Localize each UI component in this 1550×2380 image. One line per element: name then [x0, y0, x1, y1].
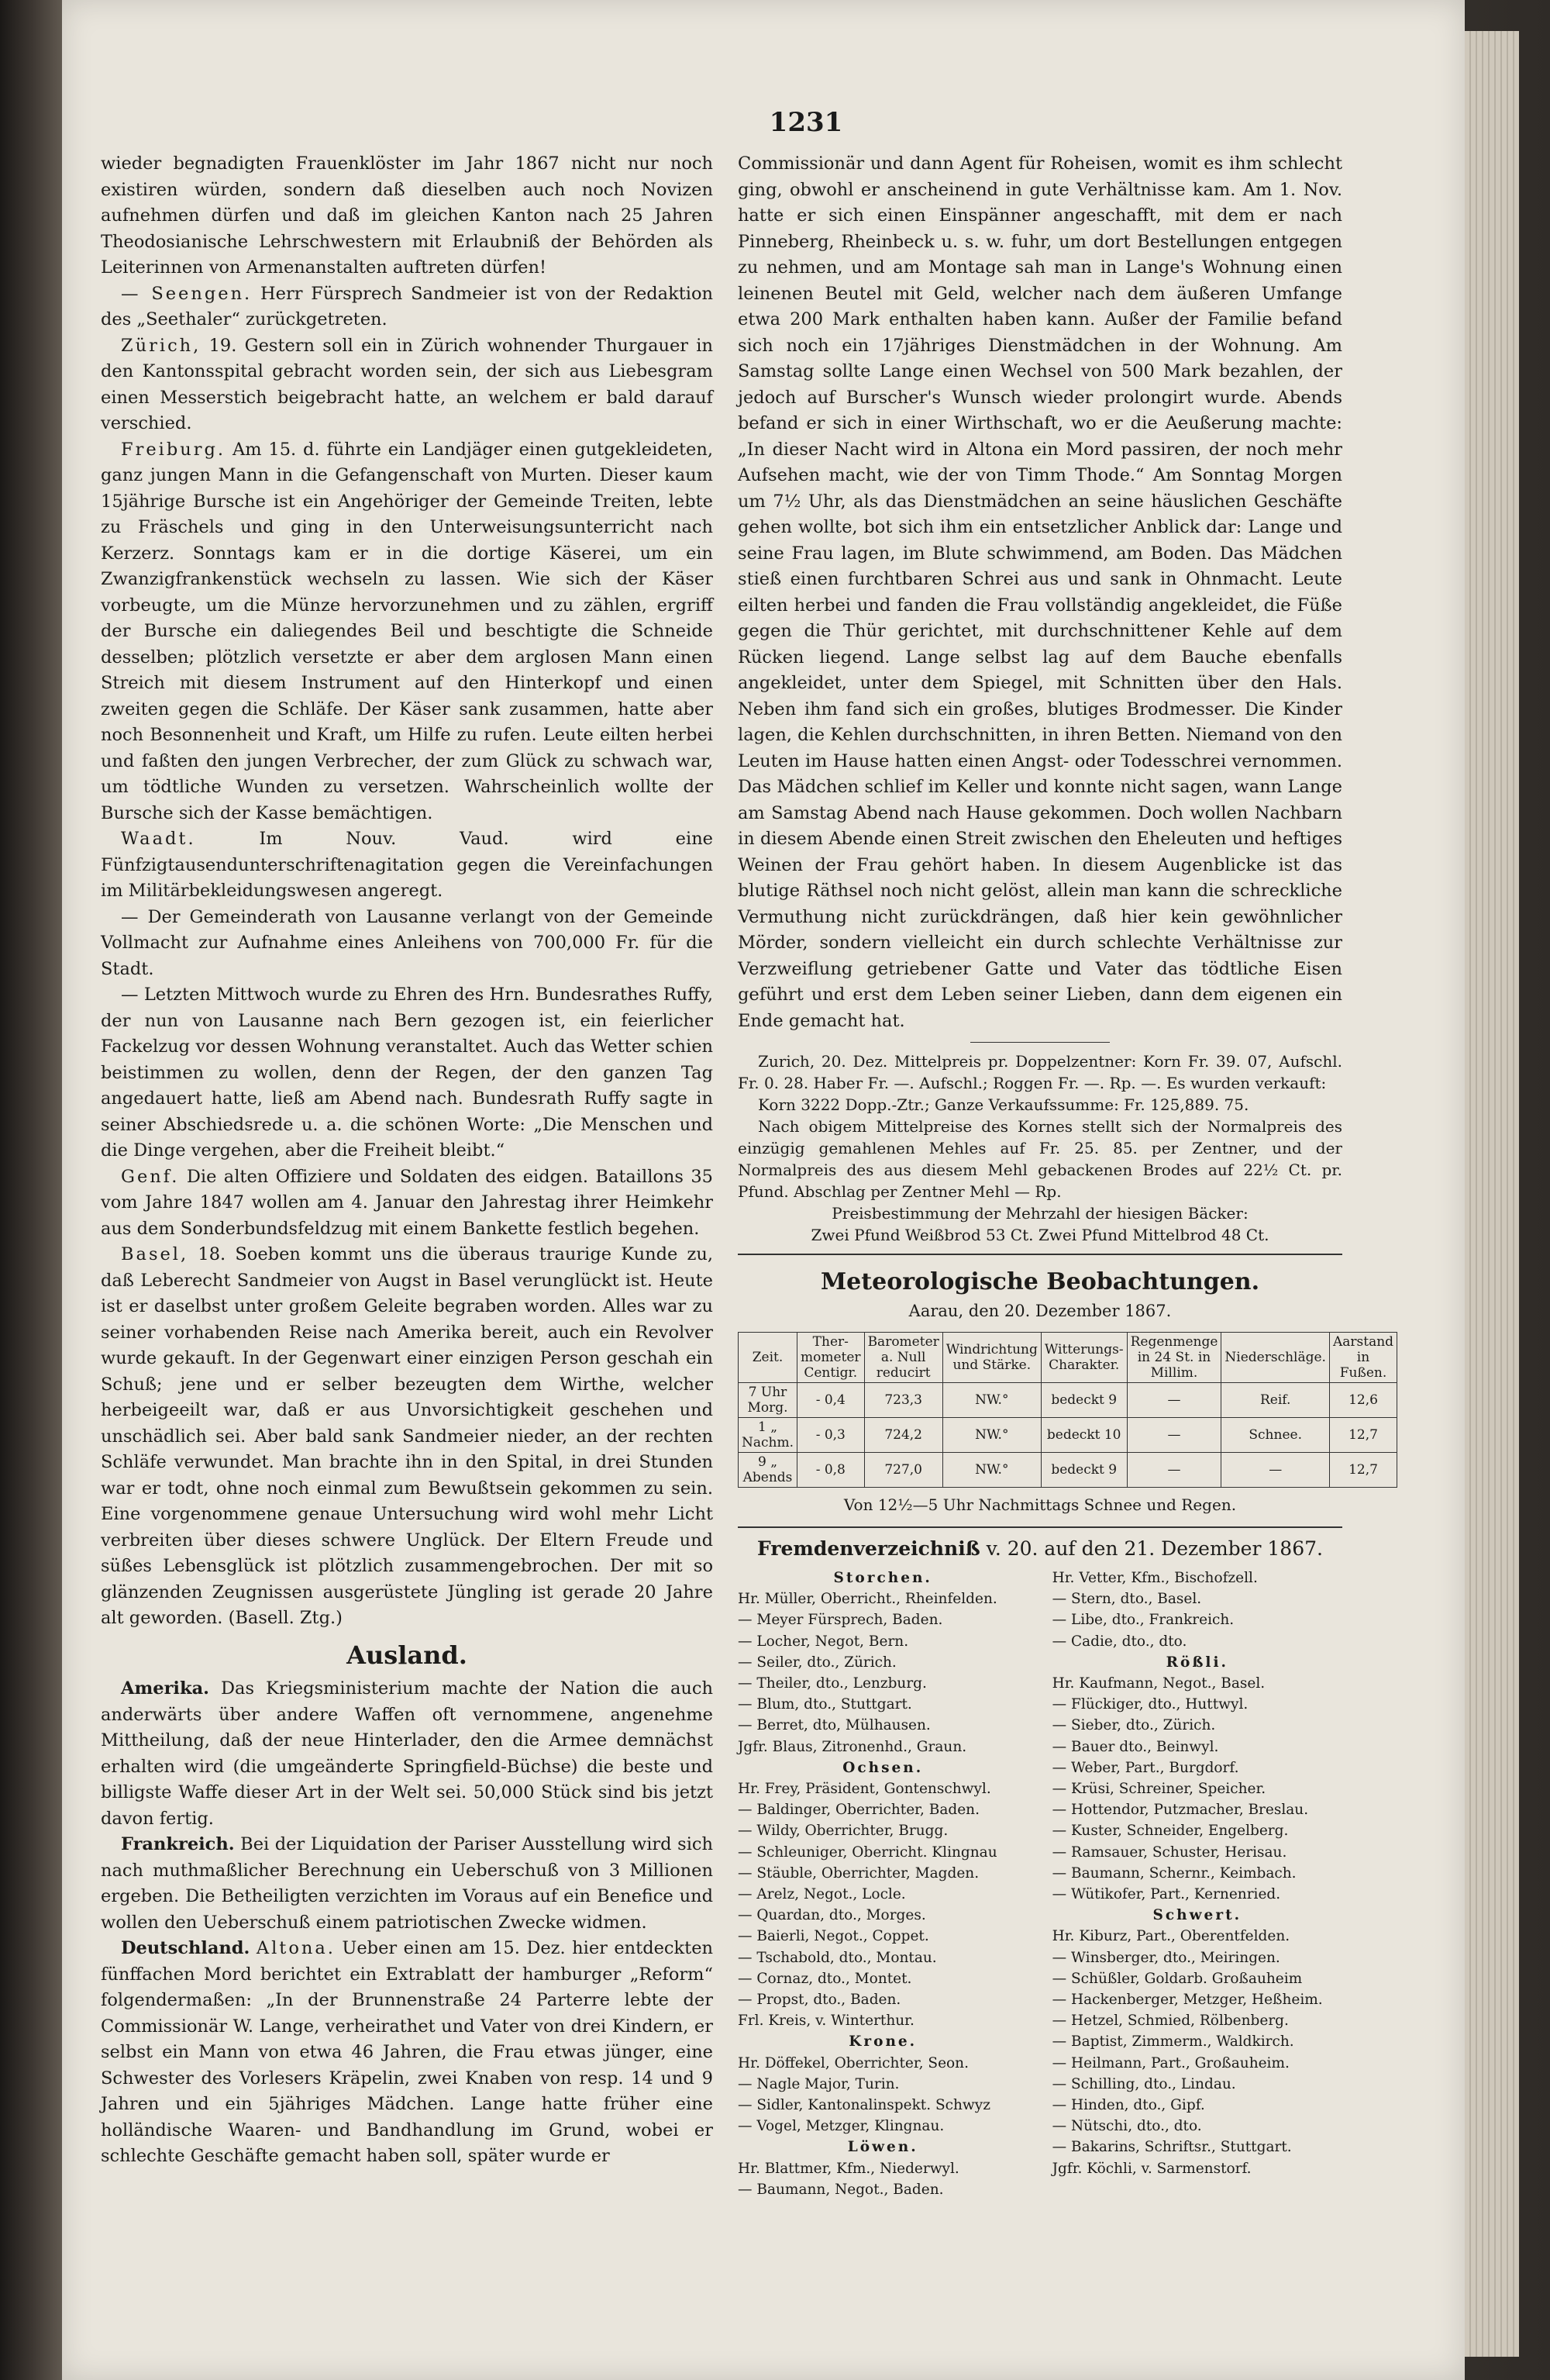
guest-entry: Jgfr. Blaus, Zitronenhd., Graun. [738, 1738, 967, 1755]
hotel-heading: Schwert. [1152, 1907, 1242, 1924]
meteo-header: Witterungs-Charakter. [1041, 1333, 1127, 1383]
guest-entry: — Hottendor, Putzmacher, Breslau. [1052, 1802, 1309, 1819]
guest-entry: — Flückiger, dto., Huttwyl. [1052, 1696, 1249, 1713]
guest-entry: — Libe, dto., Frankreich. [1052, 1612, 1235, 1629]
divider [738, 1254, 1342, 1255]
article-text: Am 15. d. führte ein Landjäger einen gutgekleideten, ganz jungen Mann in die Gefangenschaft von Murten. Dieser kaum 15jährige Bursche ist ein Angehöriger der Gemeinde Treiten, lebte zu Fräschels und ging in den Unterweisungsunterricht nach Kerzerz. Sonntags kam er in die dortige Käserei, um ein Zwanzigfrankenstück wechseln zu lassen. Wie sich der Käser vorbeugte, um die Münze hervorzunehmen und zu zählen, ergriff der Bursche ein daliegendes Beil und beschtigte die Schneide desselben; plötzlich versetzte er aber dem arglosen Mann einen Streich mit diesem Instrument auf den Hinterkopf und einen zweiten gegen die Schläfe. Der Käser sank zusammen, hatte aber noch Besonnenheit und Kraft, um Hilfe zu rufen. Leute eilten herbei und faßten den jungen Verbrecher, der zum Glück zu schwach war, um tödtliche Wunden zu versetzen. Wahrscheinlich wollte der Bursche sich der Kasse bemächtigen. [101, 439, 713, 823]
hotel-heading: Rößli. [1166, 1654, 1228, 1671]
market-report [738, 1050, 1342, 1246]
guest-entry: Hr. Vetter, Kfm., Bischofzell. [1052, 1570, 1258, 1586]
article-paragraph [101, 1832, 713, 1936]
meteo-cell: NW.° [942, 1383, 1041, 1418]
guest-entry: — Schleuniger, Oberricht. Klingnau [738, 1844, 997, 1861]
guest-list-title-rest: v. 20. auf den 21. Dezember 1867. [986, 1537, 1323, 1560]
guest-list-left [738, 1568, 1028, 2200]
divider [738, 1526, 1342, 1528]
article-paragraph [101, 826, 713, 905]
guest-list-right [1052, 1568, 1342, 2200]
guest-entry: Hr. Kiburz, Part., Oberentfelden. [1052, 1928, 1290, 1945]
meteo-header: Niederschläge. [1221, 1333, 1330, 1383]
market-line: Preisbestimmung der Mehrzahl der hiesigen Bäcker: [832, 1204, 1249, 1223]
meteo-cell: — [1127, 1418, 1221, 1453]
guest-entry: — Hinden, dto., Gipf. [1052, 2097, 1205, 2114]
meteo-cell: Reif. [1221, 1383, 1330, 1418]
article-text: Ueber einen am 15. Dez. hier entdeckten fünffachen Mord berichtet ein Extrablatt der hamburger „Reform“ folgendermaßen: „In der Brunnenstraße 24 Parterre lebte der Commissionär W. Lange, verheirathet und Vater von drei Kindern, er selbst ein Mann von etwa 46 Jahren, die Frau etwas jünger, eine Schwester des Vorlesers Kräpelin, zwei Knaben von resp. 14 und 9 Jahren und ein 5jähriges Mädchen. Lange hatte früher eine holländische Waaren- und Bandhandlung im Grund, wobei er schlechte Geschäfte gemacht haben soll, später wurde er [101, 1938, 714, 2166]
dateline: Waadt. [121, 829, 196, 849]
dateline: Altona. [256, 1938, 336, 1958]
guest-entry: — Baierli, Negot., Coppet. [738, 1928, 929, 1945]
guest-entry: Jgfr. Köchli, v. Sarmenstorf. [1052, 2160, 1252, 2177]
guest-entry: — Nütschi, dto., dto. [1052, 2118, 1202, 2135]
guest-entry: — Heilmann, Part., Großauheim. [1052, 2054, 1290, 2071]
article-paragraph: — Der Gemeinderath von Lausanne verlangt von der Gemeinde Vollmacht zur Aufnahme eines Anleihens von 700,000 Fr. für die Stadt. [101, 906, 713, 979]
meteo-cell: 9 „ Abends [739, 1453, 797, 1488]
meteo-cell: - 0,4 [797, 1383, 865, 1418]
meteo-table [738, 1332, 1397, 1488]
meteo-header: Aarstand in Fußen. [1329, 1333, 1397, 1383]
dateline: Basel, [121, 1244, 189, 1264]
guest-entry: — Hetzel, Schmied, Rölbenberg. [1052, 2013, 1289, 2030]
article-text: 18. Soeben kommt uns die überaus traurige Kunde zu, daß Leberecht Sandmeier von Augst in Basel verunglückt ist. Heute ist er daselbst unter großem Geleite begraben worden. Alles war zu seiner vorhabenden Reise nach Amerika bereit, auch ein Revolver wurde gekauft. In der Gegenwart einer einzigen Person geschah ein Schuß; jene und er selber bezeugten dem Wirthe, welcher herbeigeeilt war, daß er aus Unvorsichtigkeit geschehen und unschädlich sei. Aber bald sank Sandmeier nieder, an der rechten Schläfe verwundet. Man brachte ihn in den Spital, in drei Stunden war er todt, ohne noch einmal zum Bewußtsein gekommen zu sein. Eine vorgenommene genaue Untersuchung wird wohl mehr Licht verbreiten über dieses schwere Unglück. Der Eltern Freude und süßes Lebensglück ist plötzlich zusammengebrochen. Der mit so glänzenden Zeugnissen ausgerüstete Jüngling ist gerade 20 Jahre alt geworden. [101, 1244, 713, 1628]
meteo-header-row [739, 1333, 1397, 1383]
guest-entry: — Wildy, Oberrichter, Brugg. [738, 1823, 949, 1840]
hotel-heading: Ochsen. [842, 1759, 924, 1776]
divider [970, 1042, 1110, 1043]
meteo-cell: 724,2 [864, 1418, 942, 1453]
article-paragraph: Commissionär und dann Agent für Roheisen, womit es ihm schlecht ging, obwohl er anscheinend in gute Verhältnisse kam. Am 1. Nov. hatte er sich einen Einspänner angeschafft, mit dem er nach Pinneberg, Rheinbeck u. s. w. fuhr, um dort Bestellungen entgegen zu nehmen, und am Montage sah man in Lange's Wohnung einen leinenen Beutel mit Geld, welcher nach dem äußeren Umfange etwa 200 Mark enthalten haben kann. Außer der Familie befand sich noch ein 17jähriges Dienstmädchen in der Wohnung. Am Samstag sollte Lange einen Wechsel von 500 Mark bezahlen, der jedoch auf Burscher's Wunsch wieder prolongirt wurde. Abends befand er sich in einer Wirthschaft, wo er die Aeußerung machte: „In dieser Nacht wird in Altona ein Mord passiren, der noch mehr Aufsehen macht, wie der von Timm Thode.“ Am Sonntag Morgen um 7½ Uhr, als das Dienstmädchen an seine häuslichen Geschäfte gehen wollte, bot sich ihm ein entsetzlicher Anblick dar: Lange und seine Frau lagen, im Blute schwimmend, am Boden. Das Mädchen stieß einen furchtbaren Schrei aus und sank in Ohnmacht. Leute eilten herbei und fanden die Frau vollständig angekleidet, die Füße gegen die Thür gerichtet, mit durchschnittener Kehle auf dem Rücken liegend. Lange selbst lag auf dem Bauche ebenfalls angekleidet, unter dem Spiegel, mit Schnitten über den Hals. Neben ihm fand sich ein großes, blutiges Brodmesser. Die Kinder lagen, die Kehlen durchschnitten, in ihren Betten. Niemand von den Leuten im Hause hatten einen Angst- oder Todesschrei vernommen. Das Mädchen schlief im Keller und konnte nicht sagen, wann Lange am Samstag Abend nach Hause gekommen. Doch wollen Nachbarn in diesem Abende einen Streit zwischen den Eheleuten und heftiges Weinen der Frau gehört haben. In diesem Augenblicke ist das blutige Räthsel noch nicht gelöst, allein man kann die schreckliche Vermuthung nicht zurückdrängen, daß hier kein gewöhnlicher Mörder, sondern vielleicht ein durch schlechte Verhältnisse zur Verzweiflung getriebener Gatte und Vater das tödtliche Eisen geführt und erst dem Leben seiner Lieben, dann dem eigenen ein Ende gemacht hat. [738, 153, 1343, 1031]
meteo-cell: 7 Uhr Morg. [739, 1383, 797, 1418]
guest-entry: — Schilling, dto., Lindau. [1052, 2075, 1236, 2092]
guest-entry: — Quardan, dto., Morges. [738, 1907, 926, 1924]
guest-entry: — Meyer Fürsprech, Baden. [738, 1612, 943, 1629]
meteo-row [739, 1453, 1397, 1488]
article-paragraph [101, 1676, 713, 1832]
article-text: Die alten Offiziere und Soldaten des eidgen. Bataillons 35 vom Jahre 1847 wollen am 4. Januar den Jahrestag ihrer Heimkehr aus dem Sonderbundsfeldzug mit einem Bankette festlich begehen. [101, 1166, 713, 1239]
country-label: Amerika. [121, 1678, 209, 1699]
guest-entry: — Bauer dto., Beinwyl. [1052, 1738, 1219, 1755]
guest-entry: Hr. Blattmer, Kfm., Niederwyl. [738, 2160, 959, 2177]
dateline: Freiburg. [121, 439, 226, 460]
meteo-row [739, 1418, 1397, 1453]
market-line: Zwei Pfund Weißbrod 53 Ct. Zwei Pfund Mittelbrod 48 Ct. [811, 1226, 1269, 1244]
guest-entry: Hr. Frey, Präsident, Gontenschwyl. [738, 1781, 991, 1798]
guest-entry: — Seiler, dto., Zürich. [738, 1654, 897, 1671]
guest-entry: Hr. Döffekel, Oberrichter, Seon. [738, 2054, 969, 2071]
article-paragraph: — Letzten Mittwoch wurde zu Ehren des Hrn. Bundesrathes Ruffy, der nun von Lausanne nach Bern gezogen ist, ein feierlicher Fackelzug vor dessen Wohnung veranstaltet. Auch das Wetter schien beistimmen zu wollen, denn der Regen, der den ganzen Tag angedauert hatte, ließ am Abend nach. Bundesrath Ruffy sagte in seiner Abschiedsrede u. a. die schönen Worte: „Die Menschen und die Dinge vergehen, aber die Freiheit bleibt.“ [101, 985, 713, 1161]
meteo-cell: — [1221, 1453, 1330, 1488]
article-text: Bei der Liquidation der Pariser Ausstellung wird sich nach muthmaßlicher Berechnung ein Ueberschuß von 3 Millionen ergeben. Die Betheiligten verzichten im Voraus auf ein Benefice und wollen den Ueberschuß einem patriotischen Zwecke widmen. [101, 1834, 713, 1933]
guest-entry: — Cadie, dto., dto. [1052, 1633, 1187, 1650]
guest-entry: — Hackenberger, Metzger, Heßheim. [1052, 1992, 1323, 2009]
hotel-heading: Löwen. [847, 2139, 918, 2156]
article-paragraph [101, 1164, 713, 1243]
guest-entry: — Blum, dto., Stuttgart. [738, 1696, 912, 1713]
guest-entry: Frl. Kreis, v. Winterthur. [738, 2013, 914, 2030]
meteo-cell: 12,6 [1329, 1383, 1397, 1418]
meteo-title: Meteorologische Beobachtungen. [820, 1268, 1260, 1295]
meteo-cell: 12,7 [1329, 1453, 1397, 1488]
meteo-row [739, 1383, 1397, 1418]
meteo-cell: — [1127, 1383, 1221, 1418]
guest-entry: — Sidler, Kantonalinspekt. Schwyz [738, 2097, 990, 2114]
dateline: Zürich, [121, 335, 202, 356]
meteo-cell: 12,7 [1329, 1418, 1397, 1453]
right-column [738, 151, 1394, 2200]
guest-entry: — Wütikofer, Part., Kernenried. [1052, 1886, 1281, 1903]
guest-entry: Hr. Kaufmann, Negot., Basel. [1052, 1675, 1266, 1692]
guest-entry: — Baumann, Schernr., Keimbach. [1052, 1864, 1297, 1882]
guest-entry: Hr. Müller, Oberricht., Rheinfelden. [738, 1591, 997, 1608]
meteo-cell: — [1127, 1453, 1221, 1488]
meteo-header: Windrichtung und Stärke. [942, 1333, 1041, 1383]
guest-entry: — Tschabold, dto., Montau. [738, 1949, 937, 1966]
guest-entry: — Stern, dto., Basel. [1052, 1591, 1202, 1608]
article-text: Das Kriegsministerium machte der Nation die auch anderwärts über andere Waffen oft vernommene, angenehme Mittheilung, daß der neue Hinterlader, den die Armee demnächst erhalten wird (die umgeänderte Springfield-Büchse) die beste und billigste Waffe dieser Art in der Welt sei. 50,000 Stück sind bis jetzt davon fertig. [101, 1678, 714, 1829]
meteo-header: Barometer a. Null reducirt [864, 1333, 942, 1383]
guest-entry: — Cornaz, dto., Montet. [738, 1970, 912, 1987]
meteo-cell: 1 „ Nachm. [739, 1418, 797, 1453]
dateline: — Seengen. [121, 283, 253, 304]
guest-entry: — Schüßler, Goldarb. Großauheim [1052, 1970, 1303, 1987]
guest-entry: — Nagle Major, Turin. [738, 2075, 900, 2092]
page-edge [1465, 31, 1519, 2357]
hotel-heading: Krone. [849, 2033, 918, 2051]
guest-entry: — Krüsi, Schreiner, Speicher. [1052, 1781, 1266, 1798]
meteo-header: Regenmenge in 24 St. in Millim. [1127, 1333, 1221, 1383]
guest-entry: — Sieber, dto., Zürich. [1052, 1717, 1216, 1734]
source-citation: (Basell. Ztg.) [228, 1608, 343, 1628]
guest-entry: — Vogel, Metzger, Klingnau. [738, 2118, 945, 2135]
meteo-cell: - 0,3 [797, 1418, 865, 1453]
meteo-cell: - 0,8 [797, 1453, 865, 1488]
guest-entry: — Locher, Negot, Bern. [738, 1633, 909, 1650]
article-paragraph [101, 437, 713, 827]
left-column [101, 151, 713, 2170]
article-paragraph [101, 1242, 713, 1632]
article-paragraph: wieder begnadigten Frauenklöster im Jahr 1867 nicht nur noch existiren würden, sondern daß dieselben auch noch Novizen aufnehmen dürfen und daß im gleichen Kanton nach 25 Jahren Theodosianische Lehrschwestern mit Erlaubniß der Behörden als Leiterinnen von Armenanstalten auftreten dürfen! [101, 153, 713, 278]
meteo-header: Ther-mometer Centigr. [797, 1333, 865, 1383]
guest-entry: — Winsberger, dto., Meiringen. [1052, 1949, 1280, 1966]
market-line: Zurich, 20. Dez. Mittelpreis pr. Doppelzentner: Korn Fr. 39. 07, Aufschl. Fr. 0. 28. Haber Fr. —. Aufschl.; Roggen Fr. —. Rp. —. Es wurden verkauft: [738, 1052, 1342, 1092]
guest-entry: — Bakarins, Schriftsr., Stuttgart. [1052, 2139, 1292, 2156]
guest-entry: — Kuster, Schneider, Engelberg. [1052, 1823, 1289, 1840]
country-label: Deutschland. [121, 1938, 250, 1958]
market-line: Korn 3222 Dopp.-Ztr.; Ganze Verkaufssumme: Fr. 125,889. 75. [758, 1095, 1249, 1114]
meteo-cell: bedeckt 9 [1041, 1383, 1127, 1418]
guest-list-title-bold: Fremdenverzeichniß [757, 1537, 980, 1560]
market-line: Nach obigem Mittelpreise des Kornes stellt sich der Normalpreis des einzügig gemahlenen Mehles auf Fr. 25. 85. per Zentner, und der Normalpreis des aus diesem Mehl gebackenen Brodes auf 22½ Ct. pr. Pfund. Abschlag per Zentner Mehl — Rp. [738, 1117, 1342, 1201]
article-paragraph [101, 1936, 713, 2170]
meteo-subtitle: Aarau, den 20. Dezember 1867. [908, 1301, 1172, 1320]
guest-entry: — Weber, Part., Burgdorf. [1052, 1759, 1239, 1776]
meteo-cell: bedeckt 9 [1041, 1453, 1127, 1488]
dateline: Genf. [121, 1166, 180, 1187]
guest-entry: — Baumann, Negot., Baden. [738, 2181, 944, 2198]
meteo-header: Zeit. [739, 1333, 797, 1383]
page-number: 1231 [769, 107, 843, 138]
guest-entry: — Ramsauer, Schuster, Herisau. [1052, 1844, 1287, 1861]
guest-entry: — Theiler, dto., Lenzburg. [738, 1675, 927, 1692]
guest-entry: — Berret, dto, Mülhausen. [738, 1717, 931, 1734]
guest-entry: — Stäuble, Oberrichter, Magden. [738, 1864, 980, 1882]
guest-list-title [738, 1536, 1342, 1562]
meteo-cell: Schnee. [1221, 1418, 1330, 1453]
country-label: Frankreich. [121, 1834, 235, 1854]
article-paragraph [101, 281, 713, 333]
article-paragraph [101, 333, 713, 437]
guest-entry: — Baptist, Zimmerm., Waldkirch. [1052, 2033, 1294, 2051]
meteo-cell: NW.° [942, 1418, 1041, 1453]
meteo-footnote: Von 12½—5 Uhr Nachmittags Schnee und Regen. [843, 1495, 1237, 1514]
guest-entry: — Propst, dto., Baden. [738, 1992, 901, 2009]
meteo-cell: bedeckt 10 [1041, 1418, 1127, 1453]
meteo-cell: NW.° [942, 1453, 1041, 1488]
guest-list [738, 1568, 1342, 2200]
article-text: Herr Fürsprech Sandmeier ist von der Redaktion des „Seethaler“ zurückgetreten. [101, 283, 713, 329]
meteo-cell: 727,0 [864, 1453, 942, 1488]
section-heading-ausland: Ausland. [346, 1640, 467, 1670]
meteo-cell: 723,3 [864, 1383, 942, 1418]
article-text: Im Nouv. Vaud. wird eine Fünfzigtausendunterschriftenagitation gegen die Vereinfachungen im Militärbekleidungswesen angeregt. [101, 829, 713, 901]
guest-entry: — Baldinger, Oberrichter, Baden. [738, 1802, 980, 1819]
article-text: 19. Gestern soll ein in Zürich wohnender Thurgauer in den Kantonsspital gebracht worden sein, der sich aus Liebesgram einen Messerstich beigebracht hatte, an welchem er bald darauf verschied. [101, 335, 713, 433]
hotel-heading: Storchen. [833, 1570, 932, 1586]
guest-entry: — Arelz, Negot., Locle. [738, 1886, 906, 1903]
